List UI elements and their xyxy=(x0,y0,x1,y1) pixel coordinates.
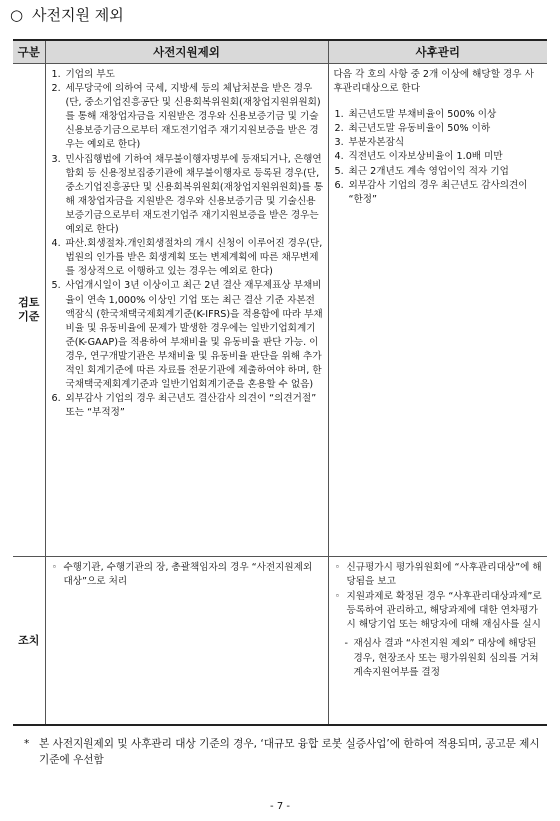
exclusion-criteria-cell xyxy=(45,64,328,557)
header-pre-support-exclusion: 사전지원제외 xyxy=(45,40,328,64)
page-number: - 7 - xyxy=(270,801,290,812)
exclusion-criteria-item xyxy=(52,153,324,238)
follow-up-criteria-item xyxy=(335,179,544,207)
item-number: 5. xyxy=(51,280,61,292)
subitem-text: 재심사 결과 “사전지원 제외” 대상에 해당된 경우, 현장조사 또는 평가위원회 심의를 거쳐 계속지원여부를 결정 xyxy=(353,638,539,678)
bullet-mark: ◦ xyxy=(334,591,341,603)
item-text: 직전년도 이자보상비율이 1.0배 미만 xyxy=(348,151,503,163)
bullet-mark: ◦ xyxy=(51,562,58,573)
review-criteria-label: 검토 기준 xyxy=(13,64,45,557)
item-number: 3. xyxy=(51,153,61,165)
exclusion-criteria-item xyxy=(52,279,324,392)
item-text: 신규평가시 평가위원회에 “사후관리대상”에 해당됨을 보고 xyxy=(346,562,542,588)
exclusion-action-cell xyxy=(45,557,328,726)
exclusion-action-item xyxy=(52,561,324,589)
item-text: 민사집행법에 기하여 채무불이행자명부에 등재되거나, 은행연합회 등 신용정보집중기관에 채무불이행자로 등록된 경우(단, 중소기업진흥공단 및 신용회복위원회(재창업지원위원회)를 통해 재창업자금을 지원받은 경우와 신용보증기금 및 기술신용보증기금으로부터 재도전기업주 재기지원보증을 받은 경우는 예외로 한다) xyxy=(65,153,324,236)
header-category: 구분 xyxy=(13,40,45,64)
item-number: 1. xyxy=(334,109,344,121)
follow-up-criteria-cell xyxy=(328,64,547,557)
item-number: 4. xyxy=(51,238,61,250)
exclusion-criteria-list xyxy=(46,64,328,424)
exclusion-criteria-item xyxy=(52,68,324,82)
exclusion-criteria-item xyxy=(52,392,324,420)
follow-up-action-item xyxy=(335,561,544,589)
item-number: 1. xyxy=(51,69,61,80)
follow-up-action-cell xyxy=(328,557,547,726)
item-text: 부분자본잠식 xyxy=(348,137,405,149)
action-row xyxy=(13,557,547,726)
item-text: 파산.회생절차.개인회생절차의 개시 신청이 이루어진 경우(단, 법원의 인가를 받은 회생계획 또는 변제계획에 따른 채무변제를 정상적으로 이행하고 있는 경우는 예외로 한다) xyxy=(65,238,323,278)
footnote xyxy=(24,737,548,768)
item-number: 3. xyxy=(334,137,344,149)
exclusion-criteria-item xyxy=(52,237,324,279)
follow-up-criteria-item xyxy=(335,108,544,122)
item-number: 2. xyxy=(51,83,61,95)
item-text: 사업개시일이 3년 이상이고 최근 2년 결산 재무제표상 부채비율이 연속 1,000% 이상인 기업 또는 최근 결산 기준 자본전액잠식 (한국채택국제회계기준(K-IFRS)을 적용함에 따라 부채비율 및 유동비율에 문제가 발생한 경우에는 일반기업회계기준(K-GAAP)을 적용하여 부채비율 및 유동비율 판단 가능. 이 경우, 연구개발기관은 부채비율 및 유동비율 판단을 위해 추가적인 회계기준에 따른 자료를 전문기관에 제출하여야 하며, 한국채택국제회계기준과 일반기업회계기준을 혼용할 수 없음) xyxy=(65,280,323,391)
item-text: 세무당국에 의하여 국세, 지방세 등의 체납처분을 받은 경우(단, 중소기업진흥공단 및 신용회복위원회(재창업지원위원회)를 통해 재창업자금을 지원받은 경우와 신용보증기금 및 기술신용보증기금으로부터 재도전기업주 재기지원보증을 받은 경우는 예외로 한다) xyxy=(65,83,321,151)
item-text: 외부감사 기업의 경우 최근년도 감사의견이 “한정” xyxy=(348,179,528,205)
action-label: 조치 xyxy=(13,557,45,726)
follow-up-action-subitem xyxy=(329,637,548,683)
item-number: 6. xyxy=(51,393,61,405)
exclusion-action-list xyxy=(46,557,328,594)
review-criteria-row xyxy=(13,64,547,557)
exclusion-criteria-item xyxy=(52,82,324,152)
follow-up-action-list xyxy=(329,557,548,637)
subitem-dash: - xyxy=(344,638,348,650)
item-text: 기업의 부도 xyxy=(65,69,115,80)
follow-up-criteria-item xyxy=(335,122,544,136)
follow-up-action-item xyxy=(335,590,544,632)
item-number: 4. xyxy=(334,151,344,163)
item-number: 5. xyxy=(334,165,344,177)
footnote-star: * xyxy=(24,738,30,750)
follow-up-criteria-item xyxy=(335,150,544,164)
section-title xyxy=(10,5,124,25)
item-text: 수행기관, 수행기관의 장, 총괄책임자의 경우 “사전지원제외 대상”으로 처리 xyxy=(63,562,313,588)
item-text: 최근년도말 부채비율이 500% 이상 xyxy=(348,109,497,121)
item-text: 최근 2개년도 계속 영업이익 적자 기업 xyxy=(348,165,509,177)
item-number: 6. xyxy=(334,179,344,191)
follow-up-criteria-item xyxy=(335,136,544,150)
item-text: 지원과제로 확정된 경우 “사후관리대상과제”로 등록하여 관리하고, 해당과제에 대한 연차평가시 해당기업 또는 해당자에 대해 재심사를 실시 xyxy=(346,591,542,631)
item-text: 외부감사 기업의 경우 최근년도 결산감사 의견이 “의견거절” 또는 “부적정” xyxy=(65,393,317,419)
follow-up-intro: 다음 각 호의 사항 중 2개 이상에 해당할 경우 사후관리대상으로 한다 xyxy=(333,69,534,95)
criteria-table xyxy=(13,39,547,726)
follow-up-criteria-item xyxy=(335,165,544,179)
item-text: 최근년도말 유동비율이 50% 이하 xyxy=(348,123,491,135)
section-bullet: ○ xyxy=(10,6,24,24)
bullet-mark: ◦ xyxy=(334,562,341,573)
table-header-row xyxy=(13,40,547,64)
item-number: 2. xyxy=(334,123,344,135)
follow-up-criteria-list xyxy=(329,96,548,211)
section-title-text: 사전지원 제외 xyxy=(32,6,124,24)
footnote-text: 본 사전지원제외 및 사후관리 대상 기준의 경우, ‘대규모 융합 로봇 실증사업’에 한하여 적용되며, 공고문 제시 기준에 우선함 xyxy=(39,738,540,766)
header-follow-up: 사후관리 xyxy=(328,40,547,64)
